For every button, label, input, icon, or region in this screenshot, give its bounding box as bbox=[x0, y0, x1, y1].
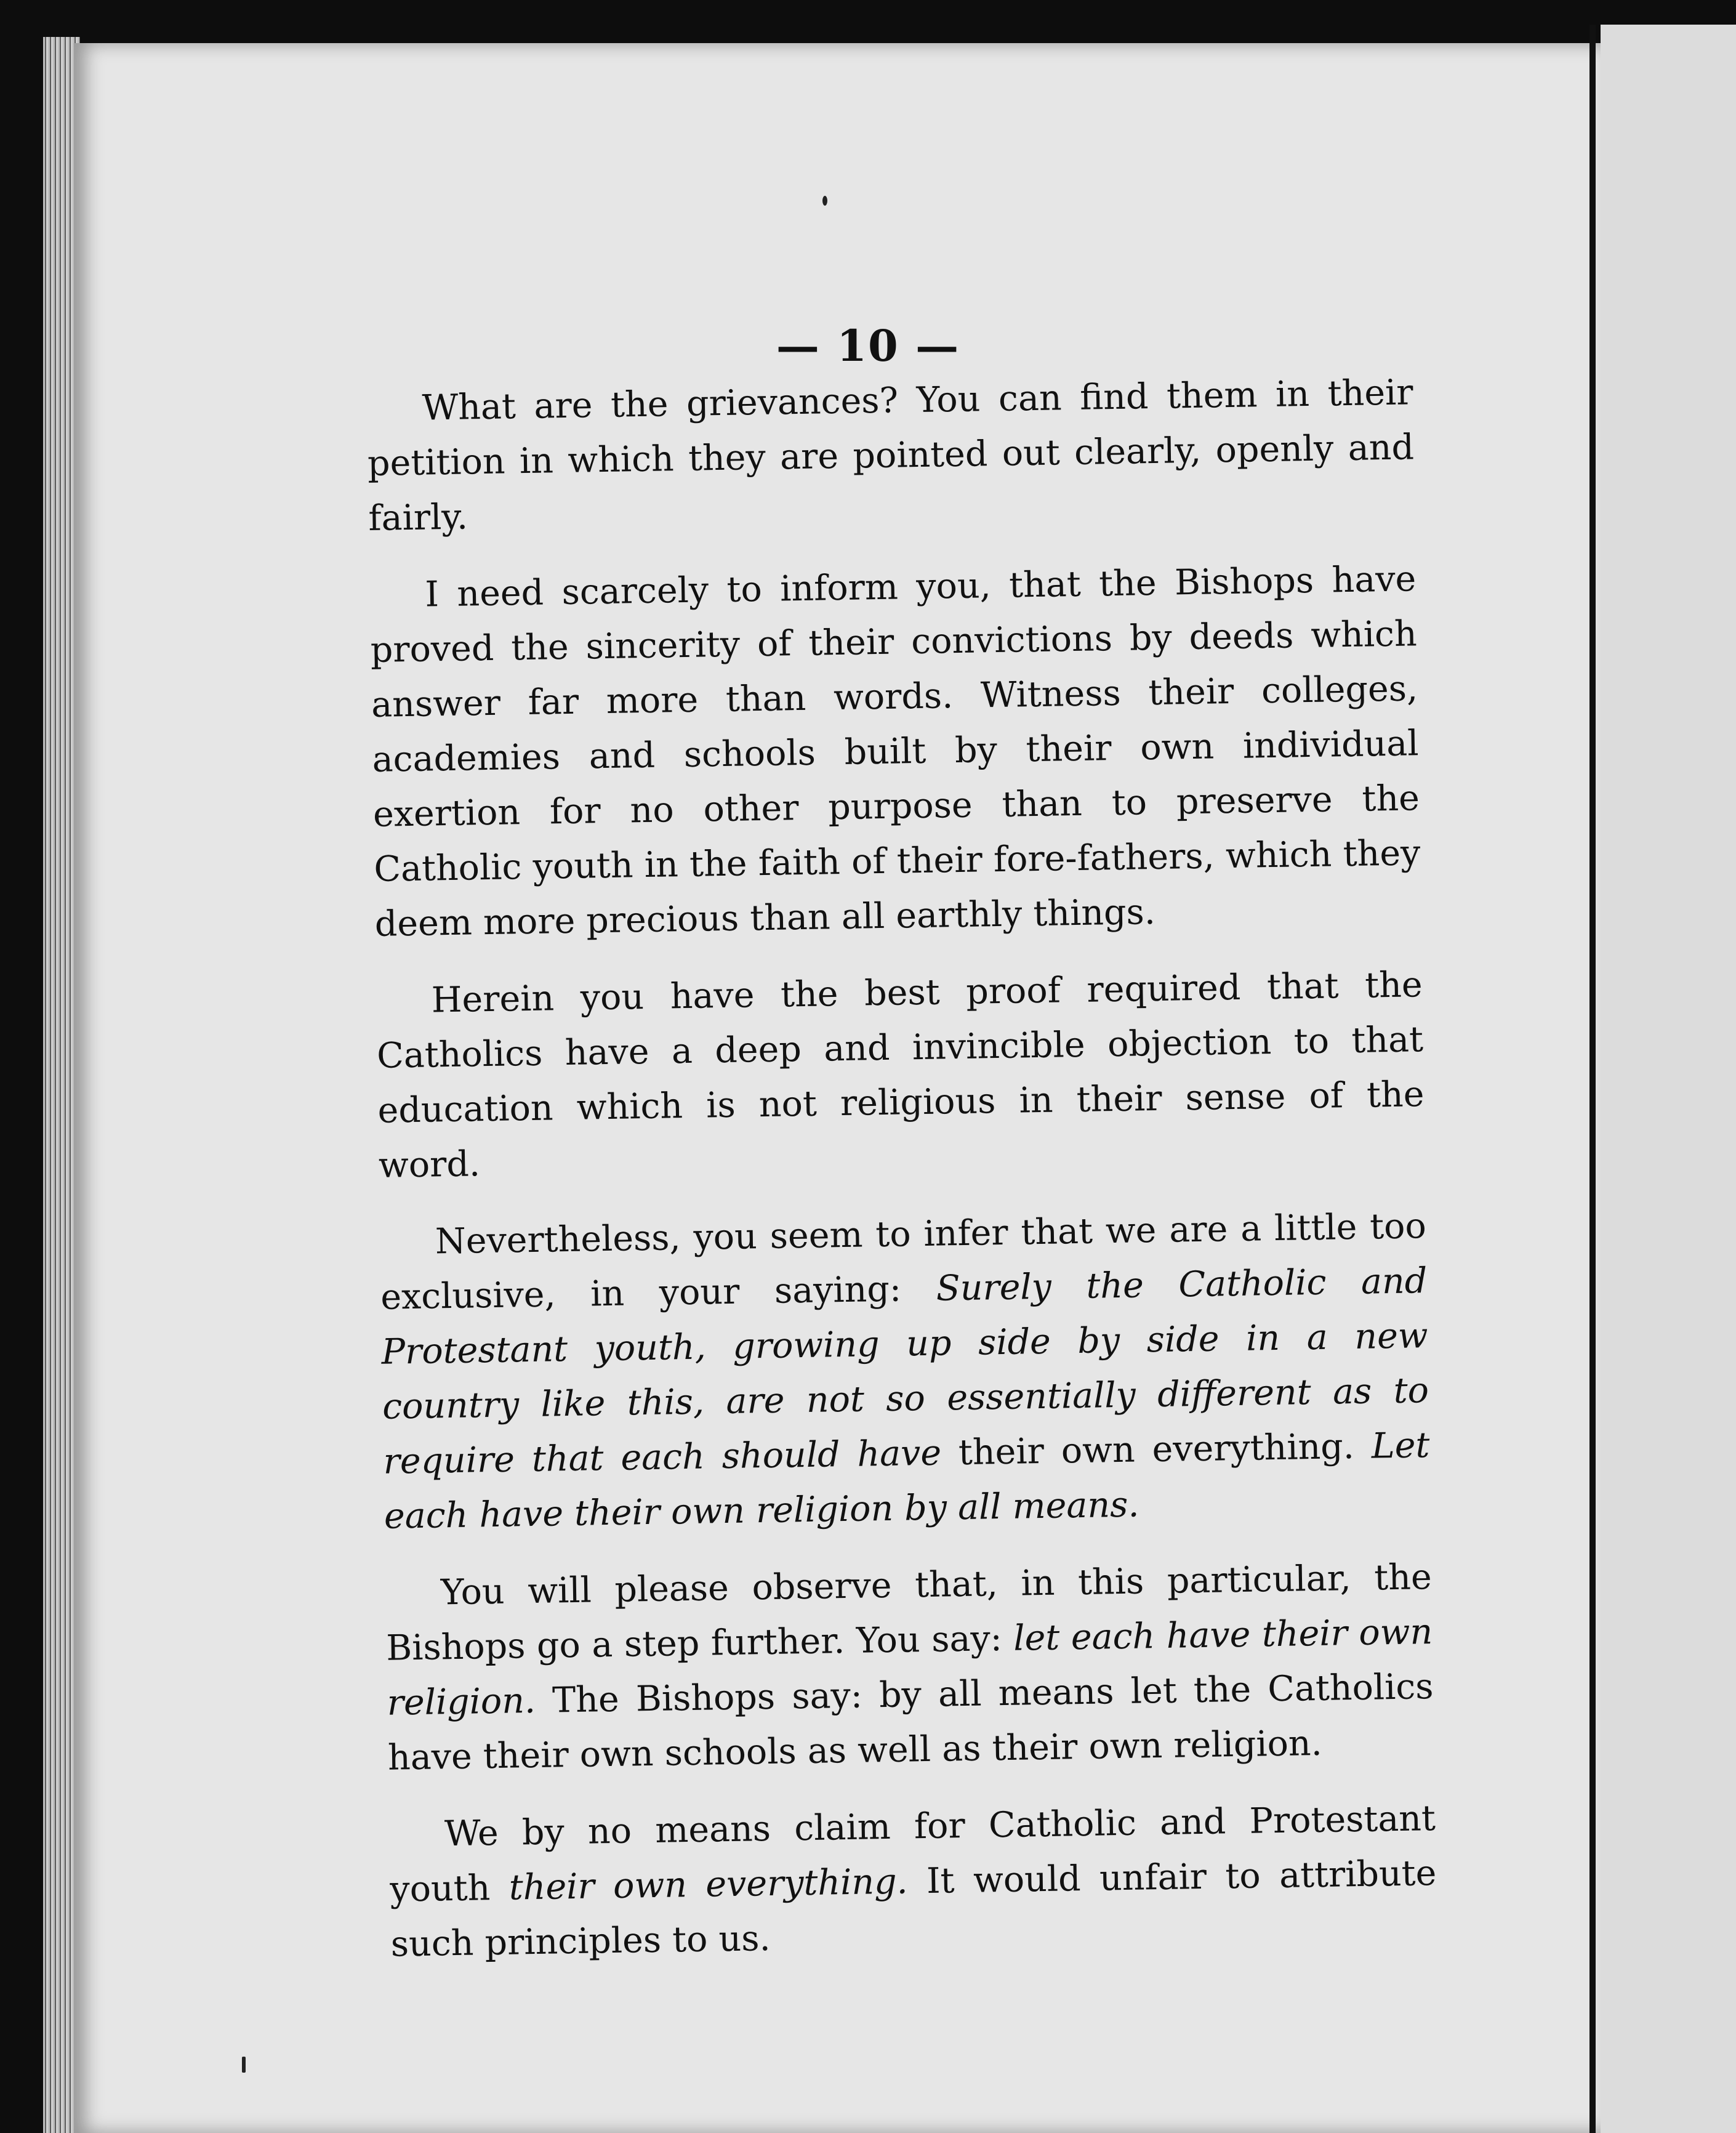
text-run: It would unfair to attribute such principles to us. bbox=[390, 1852, 1437, 1965]
paragraph bbox=[366, 365, 1415, 546]
italic-text: Surely the Catholic and Protestant youth, growing up side by side in a new country like this, are not so essentially different as to require that each should have bbox=[381, 1260, 1429, 1482]
italic-text: let each have their own religion. bbox=[387, 1611, 1433, 1724]
paragraph bbox=[385, 1550, 1434, 1786]
body-text bbox=[366, 365, 1438, 1994]
text-run: their own everything. bbox=[941, 1425, 1372, 1474]
text-run: Herein you have the best proof required that the Catholics have a deep and invincible objection to that education which is not religious in their sense of the word. bbox=[376, 964, 1425, 1186]
paragraph bbox=[376, 958, 1425, 1193]
italic-text: their own everything. bbox=[508, 1861, 909, 1908]
text-run: Nevertheless, you seem to infer that we are a little too exclusive, in your saying: bbox=[380, 1206, 1427, 1318]
italic-text: Let each have their own religion by all means. bbox=[384, 1425, 1430, 1537]
text-run: What are the grievances? You can find them in their petition in which they are pointed out clearly, openly and fairly. bbox=[367, 372, 1415, 539]
page-number: — 10 — bbox=[776, 320, 960, 371]
paragraph bbox=[369, 552, 1422, 952]
speck bbox=[242, 2057, 246, 2073]
speck bbox=[822, 196, 827, 206]
text-run: You will please observe that, in this particular, the Bishops go a step further. You say: bbox=[385, 1557, 1433, 1669]
paragraph bbox=[379, 1199, 1431, 1544]
text-run: I need scarcely to inform you, that the Bishops have proved the sincerity of their convictions by deeds which answer far more than words. Witness their colleges, academies and schools built by their own individual exertion for no other purpose than to preserve the Catholic youth in the faith of their fore-fathers, which they deem more precious than all earthly things. bbox=[370, 558, 1421, 945]
paragraph bbox=[388, 1791, 1437, 1972]
text-run: We by no means claim for Catholic and Protestant youth bbox=[389, 1798, 1436, 1910]
text-run: The Bishops say: by all means let the Catholics have their own schools as well as their own religion. bbox=[387, 1666, 1434, 1778]
